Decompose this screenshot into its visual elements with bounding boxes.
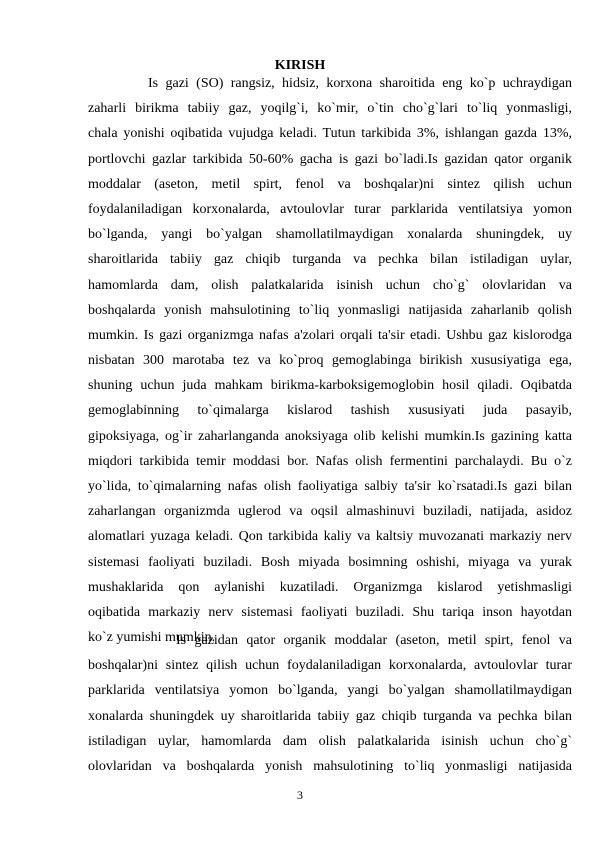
paragraph-line: nisbatan 300 marotaba tez va ko`proq gemoglabinga birikish xususiyatiga ega, bbox=[88, 353, 572, 369]
paragraph-line: mushaklarida qon aylanishi kuzatiladi. Organizmga kislarod yetishmasligi bbox=[88, 579, 572, 595]
paragraph-1 bbox=[88, 71, 572, 650]
paragraph-line: parklarida ventilatsiya yomon bo`lganda, yangi bo`yalgan shamollatilmaydigan bbox=[88, 683, 572, 699]
paragraph-line: hamomlarda dam, olish palatkalarida isinish uchun cho`g` olovlaridan va bbox=[88, 277, 572, 293]
paragraph-line: yo`lida, to`qimalarning nafas olish faoliyatiga salbiy ta'sir ko`rsatadi.Is gazi bilan bbox=[88, 479, 572, 494]
paragraph-line: gemoglabinning to`qimalarga kislarod tashish xususiyati juda pasayib, bbox=[88, 403, 572, 419]
paragraph-line: miqdori tarkibida temir moddasi bor. Nafas olish fermentini parchalaydi. Bu o`z bbox=[88, 453, 572, 469]
paragraph-line: moddalar (aseton, metil spirt, fenol va boshqalar)ni sintez qilish uchun bbox=[88, 176, 572, 192]
paragraph-line: foydalaniladigan korxonalarda, avtoulovlar turar parklarida ventilatsiya yomon bbox=[88, 201, 572, 217]
paragraph-line: zaharli birikma tabiiy gaz, yoqilg`i, ko`mir, o`tin cho`g`lari to`liq yonmasligi, bbox=[88, 101, 572, 117]
paragraph-line: sistemasi faoliyati buziladi. Bosh miyada bosimning oshishi, miyaga va yurak bbox=[88, 554, 572, 570]
paragraph-line: xonalarda shuningdek uy sharoitlarida tabiiy gaz chiqib turganda va pechka bilan bbox=[88, 708, 572, 724]
paragraph-line: alomatlari yuzaga keladi. Qon tarkibida kaliy va kaltsiy muvozanati markaziy nerv bbox=[88, 529, 572, 545]
paragraph-line: shuning uchun juda mahkam birikma-karboksigemoglobin hosil qiladi. Oqibatda bbox=[88, 378, 572, 394]
paragraph-line: Is gazi (SO) rangsiz, hidsiz, korxona sharoitida eng ko`p uchraydigan bbox=[148, 76, 572, 91]
paragraph-line: ko`z yumishi mumkin. bbox=[88, 630, 216, 646]
paragraph-line: boshqalarda yonish mahsulotining to`liq yonmasligi natijasida zaharlanib qolish bbox=[88, 302, 572, 318]
paragraph-line: bo`lganda, yangi bo`yalgan shamollatilmaydigan xonalarda shuningdek, uy bbox=[88, 227, 572, 243]
paragraph-line: zaharlangan organizmda uglerod va oqsil almashinuvi buziladi, natijada, asidoz bbox=[88, 504, 572, 520]
paragraph-line: Is gazidan qator organik moddalar (aseton, metil spirt, fenol va bbox=[176, 633, 572, 648]
paragraph-2 bbox=[88, 628, 572, 779]
paragraph-line: gipoksiyaga, og`ir zaharlanganda anoksiyaga olib kelishi mumkin.Is gazining katta bbox=[88, 428, 572, 444]
paragraph-line: olovlaridan va boshqalarda yonish mahsulotining to`liq yonmasligi natijasida bbox=[88, 758, 572, 774]
paragraph-line: chala yonishi oqibatida vujudga keladi. Tutun tarkibida 3%, ishlangan gazda 13%, bbox=[88, 126, 572, 142]
paragraph-line: portlovchi gazlar tarkibida 50-60% gacha is gazi bo`ladi.Is gazidan qator organik bbox=[88, 151, 572, 167]
paragraph-line: sharoitlarida tabiiy gaz chiqib turganda va pechka bilan istiladigan uylar, bbox=[88, 252, 572, 268]
paragraph-line: istiladigan uylar, hamomlarda dam olish palatkalarida isinish uchun cho`g` bbox=[88, 733, 572, 749]
paragraph-line: boshqalar)ni sintez qilish uchun foydalaniladigan korxonalarda, avtoulovlar turar bbox=[88, 658, 572, 674]
page-title: KIRISH bbox=[274, 58, 326, 73]
page-number: 3 bbox=[297, 788, 303, 802]
paragraph-line: mumkin. Is gazi organizmga nafas a'zolari orqali ta'sir etadi. Ushbu gaz kislorodga bbox=[88, 327, 572, 343]
paragraph-line: oqibatida markaziy nerv sistemasi faoliyati buziladi. Shu tariqa inson hayotdan bbox=[88, 604, 572, 620]
